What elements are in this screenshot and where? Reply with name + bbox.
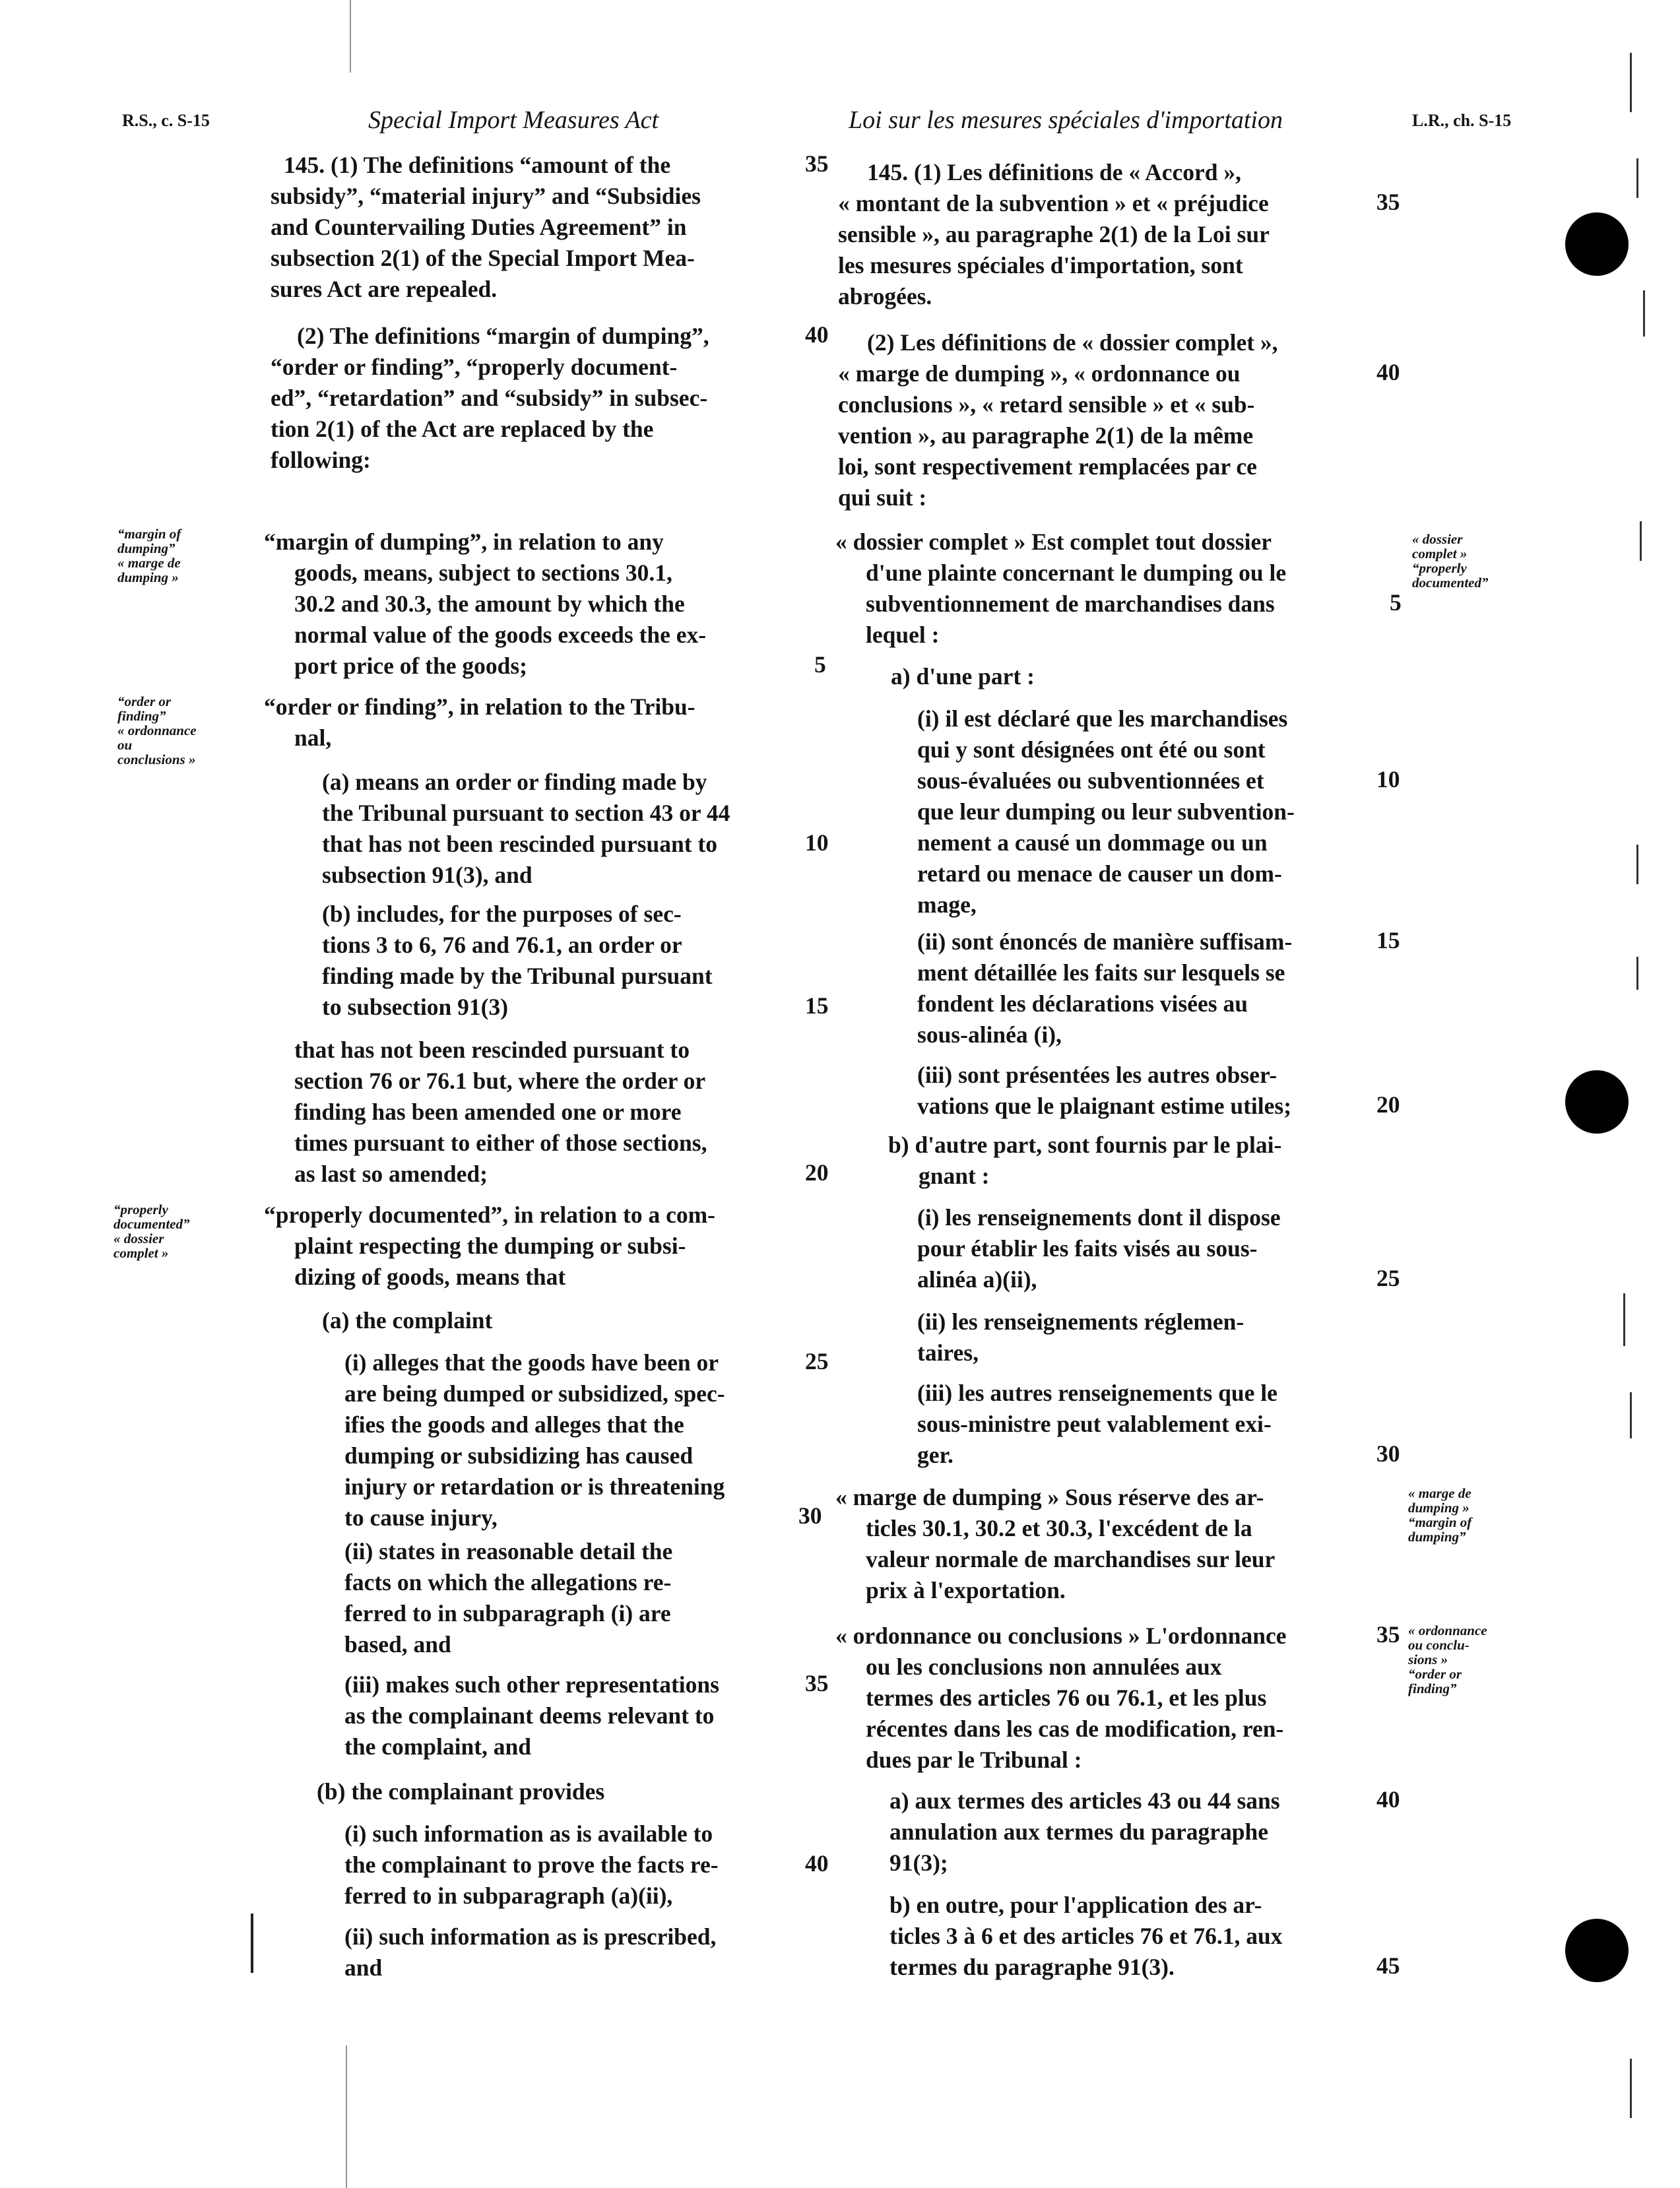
text-line: goods, means, subject to sections 30.1, [294,560,672,586]
text-line: sous-évaluées ou subventionnées et [917,767,1264,794]
text-line: (ii) les renseignements réglemen- [917,1308,1244,1335]
text-line: that has not been rescinded pursuant to [294,1037,690,1063]
margin-note-line: conclusions » [117,752,196,767]
text-line: dues par le Tribunal : [866,1747,1082,1773]
line-number: 35 [1376,1621,1400,1648]
punch-hole-top [1565,212,1629,276]
text-line: sures Act are repealed. [271,276,498,302]
text-line: prix à l'exportation. [866,1577,1066,1603]
text-line: vations que le plaignant estime utiles; [917,1093,1292,1119]
text-line: (iii) les autres renseignements que le [917,1380,1277,1406]
en-prop-a-i [344,1347,798,1533]
line-number: 25 [805,1348,829,1374]
margin-note-line: « marge de [117,555,181,571]
text-line: 145. (1) Les définitions de « Accord », [867,159,1241,185]
text-line: (2) The definitions “margin of dumping”, [297,323,709,349]
line-number: 35 [1376,189,1400,215]
text-line: nement a causé un dommage ou un [917,829,1268,856]
text-line: subsection 91(3), and [322,862,533,888]
text-line: (ii) sont énoncés de manière suffisam- [917,928,1293,955]
fr-dossier-para-a [891,661,1371,692]
text-line: récentes dans les cas de modification, ren- [866,1716,1284,1742]
text-line: and [344,1954,383,1981]
text-line: based, and [344,1631,451,1657]
en-prop-b-ii [344,1921,798,1983]
fr-ord-para-b [889,1890,1371,1983]
fr-dossier-para-b [888,1130,1371,1192]
line-number: 5 [1390,589,1402,616]
text-line: loi, sont respectivement remplacées par ce [838,453,1257,480]
left-chapter-ref: R.S., c. S-15 [122,111,210,130]
en-order-para-b [322,899,798,1023]
margin-note-line: sions » [1408,1652,1448,1667]
edge-mark [1630,53,1632,112]
text-line: finding has been amended one or more [294,1099,682,1125]
text-line: qui y sont désignées ont été ou sont [917,736,1266,763]
line-number: 30 [798,1502,822,1529]
margin-note-line: “margin of [117,526,181,542]
text-line: d'une plainte concernant le dumping ou le [866,560,1287,586]
text-line: vention », au paragraphe 2(1) de la même [838,422,1254,449]
text-line: (2) Les définitions de « dossier complet », [867,329,1278,356]
line-number: 40 [1376,359,1400,385]
text-line: “margin of dumping”, in relation to any [264,529,664,555]
margin-note-line: « ordonnance [1408,1623,1487,1638]
text-line: as the complainant deems relevant to [344,1702,715,1729]
en-def-order-or-finding [264,692,798,754]
right-running-title: Loi sur les mesures spéciales d'importation [849,106,1283,134]
line-number: 35 [805,150,829,177]
fr-section-145-2 [838,327,1371,513]
fr-dossier-b-i [917,1202,1371,1295]
text-line: a) d'une part : [891,663,1035,690]
text-line: and Countervailing Duties Agreement” in [271,214,687,240]
text-line: subsidy”, “material injury” and “Subsidies [271,183,701,209]
text-line: facts on which the allegations re- [344,1569,672,1595]
fr-def-dossier-complet [835,527,1371,651]
text-line: that has not been rescinded pursuant to [322,831,717,857]
text-line: “properly documented”, in relation to a com- [264,1202,715,1228]
text-line: « dossier complet » Est complet tout dossier [835,529,1272,555]
text-line: ger. [917,1442,953,1468]
en-prop-para-b [317,1776,798,1807]
margin-note-line: « dossier [113,1231,164,1246]
fr-def-marge-de-dumping [835,1482,1371,1606]
edge-mark [1636,845,1638,884]
margin-note-line: dumping” [117,540,176,556]
text-line: ed”, “retardation” and “subsidy” in subsec- [271,385,708,411]
text-line: “order or finding”, in relation to the Tribu- [264,693,695,720]
text-line: ticles 30.1, 30.2 et 30.3, l'excédent de la [866,1515,1252,1541]
text-line: termes des articles 76 ou 76.1, et les plus [866,1685,1267,1711]
en-order-para-a [322,767,798,891]
en-prop-a-ii [344,1536,798,1660]
margin-note-line: ou [117,737,133,753]
margin-note-line: “order or [1408,1666,1462,1682]
line-number: 45 [1376,1952,1400,1979]
punch-hole-bottom [1565,1919,1629,1982]
fr-section-145-1 [838,157,1371,312]
text-line: ou les conclusions non annulées aux [866,1654,1222,1680]
text-line: abrogées. [838,283,932,309]
text-line: 30.2 and 30.3, the amount by which the [294,591,685,617]
fold-line-bottom [346,2045,347,2188]
line-number: 15 [1376,927,1400,953]
line-number: 10 [1376,766,1400,792]
text-line: pour établir les faits visés au sous- [917,1235,1258,1262]
margin-note-line: “order or [117,693,172,709]
text-line: section 76 or 76.1 but, where the order or [294,1068,706,1094]
text-line: tions 3 to 6, 76 and 76.1, an order or [322,932,682,958]
text-line: following: [271,447,371,473]
text-line: to subsection 91(3) [322,994,509,1020]
text-line: mage, [917,891,977,918]
margin-note-line: dumping » [117,569,179,585]
margin-note-line: “properly [1412,560,1467,576]
text-line: les mesures spéciales d'importation, sont [838,252,1243,278]
margin-note-line: « ordonnance [117,723,197,738]
text-line: sensible », au paragraphe 2(1) de la Loi sur [838,221,1270,247]
text-line: qui suit : [838,484,927,511]
text-line: the complainant to prove the facts re- [344,1851,719,1878]
text-line: normal value of the goods exceeds the ex- [294,622,707,648]
left-running-title: Special Import Measures Act [368,106,659,134]
fr-dossier-b-ii [917,1306,1371,1368]
en-section-145-2 [271,321,798,476]
margin-note-line: finding” [1408,1681,1457,1696]
text-line: to cause injury, [344,1504,498,1531]
text-line: « marge de dumping » Sous réserve des ar- [835,1484,1264,1510]
line-number: 30 [1376,1440,1400,1467]
line-number: 40 [1376,1786,1400,1813]
right-chapter-ref: L.R., ch. S-15 [1412,111,1512,130]
margin-note-order-or-finding [117,694,230,767]
text-line: annulation aux termes du paragraphe [889,1818,1268,1845]
text-line: a) aux termes des articles 43 ou 44 sans [889,1787,1280,1814]
text-line: sous-alinéa (i), [917,1021,1062,1048]
text-line: sous-ministre peut valablement exi- [917,1411,1272,1437]
text-line: (i) il est déclaré que les marchandises [917,705,1288,732]
text-line: « marge de dumping », « ordonnance ou [838,360,1241,387]
margin-note-line: dumping » [1408,1500,1470,1516]
text-line: (i) such information as is available to [344,1820,713,1847]
text-line: are being dumped or subsidized, spec- [344,1380,725,1407]
text-line: ferred to in subparagraph (a)(ii), [344,1882,673,1909]
margin-note-line: « marge de [1408,1485,1471,1501]
line-number: 5 [814,651,826,678]
text-line: (iii) sont présentées les autres obser- [917,1062,1277,1088]
text-line: ment détaillée les faits sur lesquels se [917,959,1285,986]
text-line: (a) the complaint [322,1307,493,1334]
text-line: subsection 2(1) of the Special Import Mea- [271,245,695,271]
text-line: nal, [294,724,332,751]
text-line: (i) alleges that the goods have been or [344,1349,719,1376]
line-number: 20 [805,1159,829,1186]
text-line: dizing of goods, means that [294,1264,566,1290]
edge-mark [1630,2059,1632,2118]
edge-mark [1636,158,1638,198]
text-line: subventionnement de marchandises dans [866,591,1275,617]
text-line: tion 2(1) of the Act are replaced by the [271,416,654,442]
margin-note-line: complet » [113,1245,169,1261]
text-line: the complaint, and [344,1733,532,1760]
fr-dossier-a-ii [917,926,1371,1050]
text-line: dumping or subsidizing has caused [344,1442,694,1469]
text-line: lequel : [866,622,940,648]
text-line: fondent les déclarations visées au [917,990,1248,1017]
fr-dossier-a-i [917,703,1371,920]
text-line: (i) les renseignements dont il dispose [917,1204,1281,1231]
text-line: b) en outre, pour l'application des ar- [889,1892,1262,1918]
text-line: port price of the goods; [294,653,527,679]
en-order-tail [294,1035,798,1190]
margin-note-line: ou conclu- [1408,1637,1470,1653]
text-line: 91(3); [889,1850,948,1876]
en-def-properly-documented [264,1200,798,1293]
text-line: plaint respecting the dumping or subsi- [294,1233,686,1259]
en-section-145-1 [271,150,798,305]
fold-line-top [350,0,351,73]
text-line: injury or retardation or is threatening [344,1473,725,1500]
margin-note-ordonnance [1408,1623,1514,1696]
margin-note-line: documented” [113,1216,190,1232]
margin-note-line: “margin of [1408,1514,1472,1530]
text-line: b) d'autre part, sont fournis par le plai- [888,1132,1282,1158]
text-line: (ii) such information as is prescribed, [344,1923,717,1950]
en-def-margin-of-dumping [264,527,798,682]
change-bar [251,1914,253,1973]
margin-note-line: documented” [1412,575,1489,591]
margin-note-properly-documented [113,1202,226,1260]
en-prop-para-a [322,1305,798,1336]
text-line: retard ou menace de causer un dom- [917,860,1282,887]
line-number: 20 [1376,1091,1400,1118]
edge-mark [1636,957,1638,990]
text-line: the Tribunal pursuant to section 43 or 44 [322,800,730,826]
edge-mark [1630,1392,1632,1438]
text-line: termes du paragraphe 91(3). [889,1954,1175,1980]
text-line: (ii) states in reasonable detail the [344,1538,673,1564]
fr-def-ordonnance-ou-conclusions [835,1621,1371,1776]
punch-hole-middle [1565,1070,1629,1134]
margin-note-dossier-complet [1412,532,1518,590]
text-line: times pursuant to either of those sections, [294,1130,707,1156]
margin-note-line: complet » [1412,546,1468,562]
text-line: ferred to in subparagraph (i) are [344,1600,671,1626]
margin-note-line: finding” [117,708,166,724]
text-line: (b) includes, for the purposes of sec- [322,901,682,927]
text-line: finding made by the Tribunal pursuant [322,963,713,989]
text-line: (iii) makes such other representations [344,1671,719,1698]
text-line: ifies the goods and alleges that the [344,1411,684,1438]
line-number: 25 [1376,1265,1400,1291]
text-line: que leur dumping ou leur subvention- [917,798,1295,825]
text-line: gnant : [919,1163,990,1189]
text-line: « ordonnance ou conclusions » L'ordonnance [835,1623,1287,1649]
line-number: 40 [805,1850,829,1877]
text-line: 145. (1) The definitions “amount of the [284,152,671,178]
text-line: (a) means an order or finding made by [322,769,707,795]
line-number: 10 [805,829,829,856]
fr-dossier-a-iii [917,1060,1371,1122]
text-line: « montant de la subvention » et « préjudice [838,190,1269,216]
text-line: as last so amended; [294,1161,488,1187]
line-number: 15 [805,992,829,1019]
text-line: ticles 3 à 6 et des articles 76 et 76.1, aux [889,1923,1283,1949]
margin-note-line: « dossier [1412,531,1463,547]
margin-note-line: “properly [113,1202,168,1217]
line-number: 40 [805,321,829,348]
text-line: (b) the complainant provides [317,1778,605,1805]
en-prop-a-iii [344,1669,798,1762]
line-number: 35 [805,1670,829,1696]
text-line: taires, [917,1339,979,1366]
fr-ord-para-a [889,1786,1371,1879]
margin-note-line: dumping” [1408,1529,1466,1545]
margin-note-margin-of-dumping [117,527,223,585]
text-line: alinéa a)(ii), [917,1266,1037,1293]
edge-mark [1623,1293,1625,1346]
text-line: conclusions », « retard sensible » et « sub- [838,391,1255,418]
text-line: “order or finding”, “properly document- [271,354,678,380]
margin-note-marge-de-dumping [1408,1486,1514,1544]
edge-mark [1643,290,1645,337]
edge-mark [1640,521,1642,561]
en-prop-b-i [344,1818,798,1912]
fr-dossier-b-iii [917,1378,1371,1471]
text-line: valeur normale de marchandises sur leur [866,1546,1276,1572]
